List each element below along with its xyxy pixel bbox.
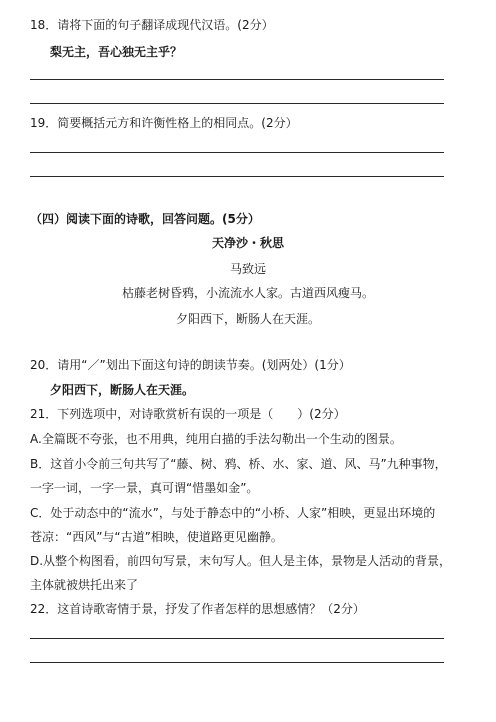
q18-answer-line-1[interactable]	[30, 79, 444, 80]
q20-line: 夕阳西下，断肠人在天涯。	[50, 383, 195, 397]
q21-option-c-line-1: C．处于动态中的“流水”，与处于静态中的“小桥、人家”相映，更显出环境的	[30, 506, 436, 520]
q21-prompt: 21．下列选项中，对诗歌赏析有误的一项是（ ）(2分）	[30, 407, 346, 421]
q22-prompt: 22．这首诗歌寄情于景，抒发了作者怎样的思想感情？（2分）	[30, 602, 365, 616]
q20-prompt: 20．请用“／”划出下面这句诗的朗读节奏。(划两处）(1分）	[30, 358, 351, 372]
q18-sentence: 梨无主，吾心独无主乎？	[50, 45, 183, 59]
poem-title: 天净沙・秋思	[211, 236, 284, 250]
q19-answer-line-1[interactable]	[30, 152, 444, 153]
q21-option-b-line-2: 一字一词，一字一景，真可谓“惜墨如金”。	[30, 481, 259, 495]
q18-answer-line-2[interactable]	[30, 103, 444, 104]
poem-author: 马致远	[229, 262, 266, 276]
q19-answer-line-2[interactable]	[30, 176, 444, 177]
poem-line-2: 夕阳西下，断肠人在天涯。	[175, 312, 320, 326]
q18-prompt: 18．请将下面的句子翻译成现代汉语。(2分）	[30, 18, 274, 32]
q21-option-d-line-1: D.从整个构图看，前四句写景，末句写人。但人是主体，景物是人活动的背景，	[30, 554, 452, 568]
q22-answer-line-2[interactable]	[30, 662, 444, 663]
section-heading: （四）阅读下面的诗歌，回答问题。(5分）	[30, 212, 260, 226]
q19-prompt: 19．简要概括元方和许衡性格上的相同点。(2分）	[30, 116, 298, 130]
q22-answer-line-1[interactable]	[30, 638, 444, 639]
q21-option-d-line-2: 主体就被烘托出来了	[30, 578, 139, 592]
poem-line-1: 枯藤老树昏鸦，小流流水人家。古道西风瘦马。	[121, 286, 374, 300]
q21-option-a: A.全篇既不夸张，也不用典，纯用白描的手法勾勒出一个生动的图景。	[30, 432, 402, 446]
q21-option-c-line-2: 苍凉：“西风”与“古道”相映，使道路更见幽静。	[30, 530, 283, 544]
q21-option-b-line-1: B．这首小令前三句共写了“藤、树、鸦、桥、水、家、道、风、马”九种事物，	[30, 457, 447, 471]
